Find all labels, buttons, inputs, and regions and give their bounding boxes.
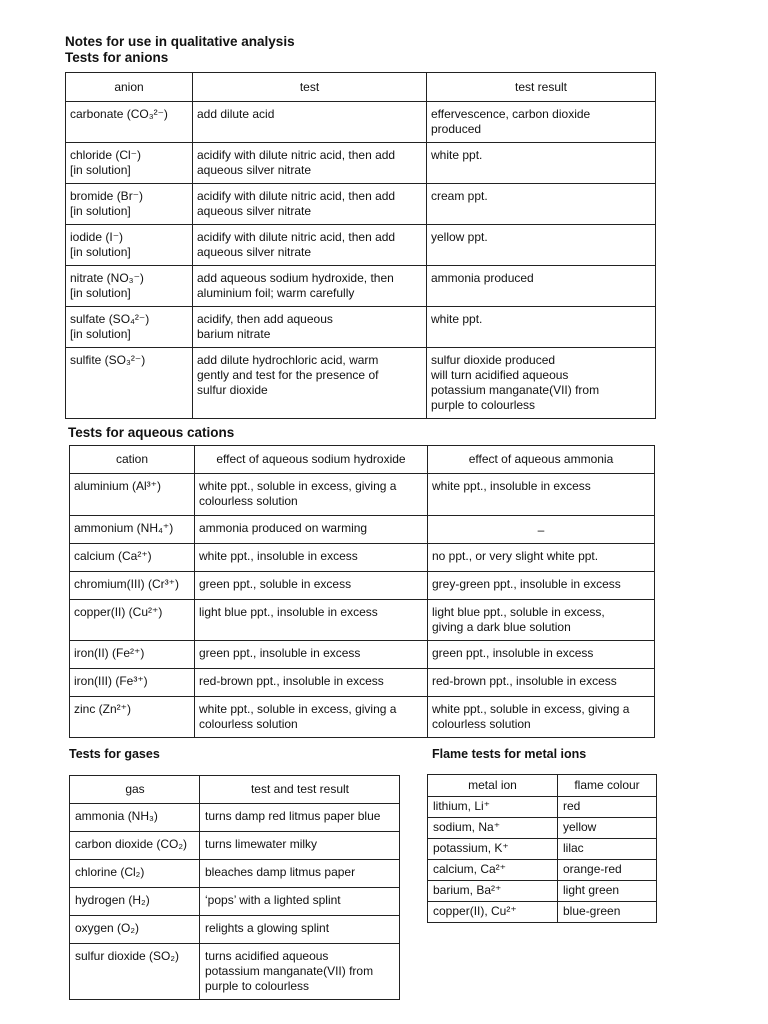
cations-cell-text: white ppt., soluble in excess, giving a (432, 702, 630, 716)
cations-cell-naoh (195, 544, 428, 572)
anions-cell-text: produced (431, 122, 482, 136)
anions-cell-text: white ppt. (431, 148, 483, 162)
cations-cell-nh3 (428, 544, 655, 572)
anions-cell-text: [in solution] (70, 327, 131, 341)
anions-cell-text: chloride (Cl⁻) (70, 148, 142, 162)
flame-cell-ion (428, 797, 558, 818)
anions-cell-text: gently and test for the presence of (197, 368, 379, 382)
cations-heading: Tests for aqueous cations (68, 425, 235, 440)
flame-cell-text: blue-green (563, 904, 621, 918)
cations-cell-cation (70, 697, 195, 738)
gases-table (69, 775, 400, 1000)
anions-cell-test (193, 348, 427, 419)
flame-cell-text: light green (563, 883, 620, 897)
cations-header-nh3: effect of aqueous ammonia (428, 446, 655, 474)
flame-table-body (428, 797, 657, 923)
cations-cell-nh3 (428, 641, 655, 669)
flame-cell-text: orange-red (563, 862, 622, 876)
anions-cell-result (427, 143, 656, 184)
anions-cell-result (427, 184, 656, 225)
cations-row (70, 544, 655, 572)
cations-cell-naoh (195, 572, 428, 600)
anions-cell-text: effervescence, carbon dioxide (431, 107, 591, 121)
anions-cell-anion (66, 266, 193, 307)
anions-row (66, 307, 656, 348)
cations-cell-text: colourless solution (199, 717, 298, 731)
cations-cell-naoh (195, 669, 428, 697)
anions-cell-text: aqueous silver nitrate (197, 204, 312, 218)
gases-cell-gas (70, 804, 200, 832)
anions-cell-text: [in solution] (70, 286, 131, 300)
anions-table (65, 72, 656, 419)
cations-cell-cation (70, 669, 195, 697)
cations-cell-text: no ppt., or very slight white ppt. (432, 549, 599, 563)
cations-cell-cation (70, 572, 195, 600)
cations-row (70, 669, 655, 697)
anions-cell-text: cream ppt. (431, 189, 488, 203)
cations-cell-text: green ppt., insoluble in excess (199, 646, 361, 660)
flame-cell-colour (558, 797, 657, 818)
anions-cell-text: sulfate (SO₄²⁻) (70, 312, 150, 326)
anions-cell-text: acidify with dilute nitric acid, then add (197, 189, 396, 203)
cations-cell-text: chromium(III) (Cr³⁺) (74, 577, 179, 591)
gases-cell-test (200, 888, 400, 916)
gases-cell-text: hydrogen (H₂) (75, 893, 150, 907)
anions-cell-anion (66, 102, 193, 143)
cations-cell-text: ammonia produced on warming (199, 521, 368, 535)
anions-cell-text: sulfur dioxide produced (431, 353, 556, 367)
cations-cell-text: green ppt., insoluble in excess (432, 646, 594, 660)
anions-cell-text: add aqueous sodium hydroxide, then (197, 271, 394, 285)
anions-cell-text: iodide (I⁻) (70, 230, 124, 244)
cations-cell-naoh (195, 641, 428, 669)
anions-cell-text: will turn acidified aqueous (431, 368, 569, 382)
anions-cell-text: add dilute hydrochloric acid, warm (197, 353, 379, 367)
gases-cell-test (200, 944, 400, 1000)
anions-cell-text: potassium manganate(VII) from (431, 383, 600, 397)
gases-heading: Tests for gases (69, 747, 160, 761)
anions-header-result: test result (427, 73, 656, 102)
cations-row (70, 697, 655, 738)
anions-cell-text: [in solution] (70, 204, 131, 218)
anions-header-anion: anion (66, 73, 193, 102)
anions-row (66, 184, 656, 225)
cations-table-body (70, 474, 655, 738)
cations-cell-text: light blue ppt., insoluble in excess (199, 605, 378, 619)
flame-cell-text: barium, Ba²⁺ (433, 883, 502, 897)
cations-cell-text: colourless solution (432, 717, 531, 731)
cations-header-naoh: effect of aqueous sodium hydroxide (195, 446, 428, 474)
notes-title: Notes for use in qualitative analysis (65, 34, 295, 49)
anions-cell-text: aqueous silver nitrate (197, 163, 312, 177)
cations-cell-nh3 (428, 669, 655, 697)
gases-row (70, 944, 400, 1000)
flame-cell-text: potassium, K⁺ (433, 841, 509, 855)
cations-cell-nh3 (428, 697, 655, 738)
gases-cell-gas (70, 944, 200, 1000)
flame-header-colour: flame colour (558, 775, 657, 797)
anions-cell-result (427, 225, 656, 266)
anions-cell-text: aluminium foil; warm carefully (197, 286, 355, 300)
gases-cell-test (200, 916, 400, 944)
flame-cell-colour (558, 902, 657, 923)
gases-row (70, 888, 400, 916)
cations-cell-text: red-brown ppt., insoluble in excess (199, 674, 384, 688)
cations-row (70, 600, 655, 641)
gases-header-test: test and test result (200, 776, 400, 804)
anions-header-test: test (193, 73, 427, 102)
cations-cell-text: zinc (Zn²⁺) (74, 702, 131, 716)
cations-cell-text: white ppt., insoluble in excess (432, 479, 591, 493)
flame-header-ion: metal ion (428, 775, 558, 797)
anions-row (66, 143, 656, 184)
gases-cell-text: turns limewater milky (205, 837, 318, 851)
anions-row (66, 348, 656, 419)
gases-cell-text: turns acidified aqueous (205, 949, 329, 963)
cations-cell-nh3 (428, 600, 655, 641)
gases-cell-text: bleaches damp litmus paper (205, 865, 356, 879)
anions-cell-text: acidify, then add aqueous (197, 312, 333, 326)
cations-row (70, 641, 655, 669)
cations-cell-text: grey-green ppt., insoluble in excess (432, 577, 621, 591)
gases-row (70, 804, 400, 832)
cations-header-cation: cation (70, 446, 195, 474)
gases-cell-test (200, 832, 400, 860)
flame-cell-ion (428, 881, 558, 902)
cations-cell-text: green ppt., soluble in excess (199, 577, 352, 591)
cations-cell-text: colourless solution (199, 494, 298, 508)
anions-cell-text: acidify with dilute nitric acid, then add (197, 148, 396, 162)
cations-cell-text: giving a dark blue solution (432, 620, 571, 634)
anions-heading: Tests for anions (65, 50, 169, 65)
cations-cell-naoh (195, 516, 428, 544)
cations-cell-cation (70, 516, 195, 544)
cations-cell-text: white ppt., soluble in excess, giving a (199, 702, 397, 716)
flame-cell-ion (428, 860, 558, 881)
anions-cell-test (193, 184, 427, 225)
anions-cell-test (193, 266, 427, 307)
anions-cell-text: [in solution] (70, 245, 131, 259)
cations-cell-nh3 (428, 474, 655, 516)
anions-cell-text: sulfite (SO₃²⁻) (70, 353, 146, 367)
flame-cell-text: yellow (563, 820, 597, 834)
flame-cell-colour (558, 881, 657, 902)
cations-cell-naoh (195, 600, 428, 641)
flame-cell-ion (428, 839, 558, 860)
flame-cell-text: calcium, Ca²⁺ (433, 862, 507, 876)
gases-row (70, 916, 400, 944)
flame-row (428, 902, 657, 923)
anions-cell-text: purple to colourless (431, 398, 536, 412)
anions-cell-test (193, 143, 427, 184)
flame-cell-ion (428, 902, 558, 923)
anions-cell-text: yellow ppt. (431, 230, 488, 244)
anions-cell-text: acidify with dilute nitric acid, then add (197, 230, 396, 244)
flame-row (428, 881, 657, 902)
flame-row (428, 818, 657, 839)
gases-cell-text: ammonia (NH₃) (75, 809, 158, 823)
anions-row (66, 266, 656, 307)
cations-cell-text: white ppt., insoluble in excess (199, 549, 358, 563)
cations-cell-cation (70, 600, 195, 641)
cations-cell-nh3 (428, 572, 655, 600)
gases-table-body (70, 804, 400, 1000)
anions-cell-anion (66, 225, 193, 266)
anions-cell-text: nitrate (NO₃⁻) (70, 271, 144, 285)
anions-cell-result (427, 348, 656, 419)
anions-cell-test (193, 225, 427, 266)
anions-cell-result (427, 266, 656, 307)
gases-header-gas: gas (70, 776, 200, 804)
cations-row (70, 516, 655, 544)
cations-cell-cation (70, 641, 195, 669)
anions-cell-text: white ppt. (431, 312, 483, 326)
anions-cell-text: sulfur dioxide (197, 383, 268, 397)
flame-row (428, 860, 657, 881)
gases-cell-gas (70, 888, 200, 916)
gases-cell-text: potassium manganate(VII) from (205, 964, 374, 978)
gases-cell-text: purple to colourless (205, 979, 310, 993)
flame-cell-text: red (563, 799, 581, 813)
cations-cell-text: light blue ppt., soluble in excess, (432, 605, 605, 619)
cations-table (69, 445, 655, 738)
flame-cell-text: lithium, Li⁺ (433, 799, 491, 813)
gases-cell-text: carbon dioxide (CO₂) (75, 837, 188, 851)
gases-cell-text: sulfur dioxide (SO₂) (75, 949, 180, 963)
gases-cell-gas (70, 916, 200, 944)
anions-row (66, 225, 656, 266)
flame-cell-text: sodium, Na⁺ (433, 820, 501, 834)
gases-row (70, 860, 400, 888)
flame-cell-colour (558, 818, 657, 839)
gases-cell-test (200, 804, 400, 832)
gases-cell-text: turns damp red litmus paper blue (205, 809, 381, 823)
anions-cell-text: bromide (Br⁻) (70, 189, 144, 203)
cations-cell-text: iron(III) (Fe³⁺) (74, 674, 148, 688)
anions-row (66, 102, 656, 143)
anions-cell-text: [in solution] (70, 163, 131, 177)
anions-cell-anion (66, 307, 193, 348)
flame-cell-text: copper(II), Cu²⁺ (433, 904, 517, 918)
cations-cell-text: copper(II) (Cu²⁺) (74, 605, 163, 619)
cations-row (70, 474, 655, 516)
cations-row (70, 572, 655, 600)
anions-cell-text: carbonate (CO₃²⁻) (70, 107, 168, 121)
cations-cell-text: – (537, 523, 545, 537)
anions-cell-text: add dilute acid (197, 107, 275, 121)
anions-cell-text: ammonia produced (431, 271, 534, 285)
flame-row (428, 797, 657, 818)
gases-cell-text: relights a glowing splint (205, 921, 330, 935)
flame-cell-ion (428, 818, 558, 839)
gases-cell-text: oxygen (O₂) (75, 921, 140, 935)
cations-cell-nh3 (428, 516, 655, 544)
cations-cell-cation (70, 544, 195, 572)
cations-cell-text: calcium (Ca²⁺) (74, 549, 152, 563)
gases-cell-test (200, 860, 400, 888)
cations-cell-text: ammonium (NH₄⁺) (74, 521, 174, 535)
flame-cell-text: lilac (563, 841, 584, 855)
anions-cell-anion (66, 348, 193, 419)
flame-cell-colour (558, 860, 657, 881)
anions-cell-test (193, 307, 427, 348)
cations-cell-text: iron(II) (Fe²⁺) (74, 646, 145, 660)
gases-cell-gas (70, 832, 200, 860)
cations-cell-text: red-brown ppt., insoluble in excess (432, 674, 617, 688)
cations-cell-text: white ppt., soluble in excess, giving a (199, 479, 397, 493)
cations-cell-naoh (195, 474, 428, 516)
anions-cell-anion (66, 143, 193, 184)
anions-table-body (66, 102, 656, 419)
anions-cell-test (193, 102, 427, 143)
flame-table (427, 774, 657, 923)
gases-cell-text: chlorine (Cl₂) (75, 865, 145, 879)
anions-cell-result (427, 102, 656, 143)
flame-row (428, 839, 657, 860)
flame-heading: Flame tests for metal ions (432, 747, 587, 761)
cations-cell-cation (70, 474, 195, 516)
cations-cell-text: aluminium (Al³⁺) (74, 479, 162, 493)
gases-row (70, 832, 400, 860)
flame-cell-colour (558, 839, 657, 860)
cations-cell-naoh (195, 697, 428, 738)
anions-cell-text: barium nitrate (197, 327, 271, 341)
anions-cell-anion (66, 184, 193, 225)
anions-cell-text: aqueous silver nitrate (197, 245, 312, 259)
gases-cell-gas (70, 860, 200, 888)
anions-cell-result (427, 307, 656, 348)
gases-cell-text: ‘pops’ with a lighted splint (205, 893, 341, 907)
